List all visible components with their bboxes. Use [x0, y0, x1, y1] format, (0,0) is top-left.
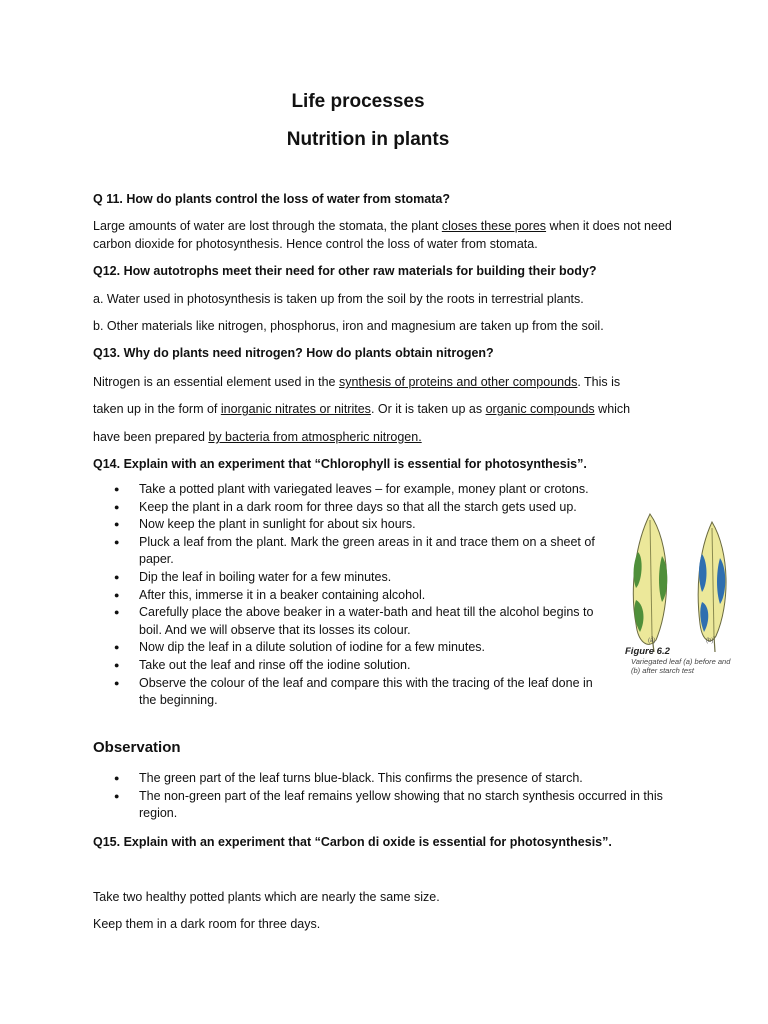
underlined-phrase: synthesis of proteins and other compounds: [338, 375, 578, 389]
figure-caption: Variegated leaf (a) before and (b) after starch test: [631, 657, 731, 675]
list-item: ● Now keep the plant in sunlight for about six hours.: [112, 516, 612, 534]
doc-subtitle: Nutrition in plants: [286, 129, 450, 150]
experiment-steps: [112, 481, 612, 710]
observation-list: [112, 770, 672, 823]
list-item: ● Dip the leaf in boiling water for a few minutes.: [112, 569, 612, 587]
question-15: Q15. Explain with an experiment that “Carbon di oxide is essential for photosynthesis”.: [93, 835, 612, 849]
question-11: Q 11. How do plants control the loss of water from stomata?: [93, 192, 450, 206]
list-item: ● Take out the leaf and rinse off the iodine solution.: [112, 657, 612, 675]
observation-heading: Observation: [93, 739, 181, 756]
list-item: ● Now dip the leaf in a dilute solution of iodine for a few minutes.: [112, 639, 612, 657]
underlined-phrase: by bacteria from atmospheric nitrogen.: [208, 430, 422, 444]
doc-title: Life processes: [291, 91, 425, 112]
list-item: ● Pluck a leaf from the plant. Mark the green areas in it and trace them on a sheet of paper.: [112, 534, 612, 569]
answer-13-line-2: taken up in the form of inorganic nitrates or nitrites. Or it is taken up as organic compounds which: [93, 402, 631, 416]
list-item: ● Keep the plant in a dark room for three days so that all the starch gets used up.: [112, 499, 612, 517]
figure-label-a: (a): [648, 638, 656, 644]
question-13: Q13. Why do plants need nitrogen? How do plants obtain nitrogen?: [93, 346, 494, 360]
figure-label-b: (b): [706, 638, 714, 644]
underlined-phrase: closes these pores: [441, 219, 547, 233]
answer-12-b: b. Other materials like nitrogen, phosphorus, iron and magnesium are taken up from the soil.: [93, 319, 604, 333]
leaf-a-image: [633, 514, 667, 652]
underlined-phrase: organic compounds: [485, 402, 595, 416]
list-item: ● Carefully place the above beaker in a water-bath and heat till the alcohol begins to boil. And we will observe that its losses its colour.: [112, 604, 612, 639]
answer-15-para-2: Keep them in a dark room for three days.: [93, 917, 321, 931]
question-14: Q14. Explain with an experiment that “Chlorophyll is essential for photosynthesis”.: [93, 457, 587, 471]
figure-title: Figure 6.2: [625, 646, 670, 657]
answer-11: Large amounts of water are lost through the stomata, the plant closes these pores when it does not need carbon dioxide for photosynthesis. Hence control the loss of water from stomata.: [93, 219, 672, 251]
answer-12-a: a. Water used in photosynthesis is taken up from the soil by the roots in terrestrial plants.: [93, 292, 584, 306]
question-12: Q12. How autotrophs meet their need for other raw materials for building their body?: [93, 264, 597, 278]
leaf-b-image: [698, 522, 726, 652]
answer-15-para-1: Take two healthy potted plants which are nearly the same size.: [93, 890, 440, 904]
answer-13-line-1: Nitrogen is an essential element used in the synthesis of proteins and other compounds. This is: [93, 375, 621, 389]
list-item: ● After this, immerse it in a beaker containing alcohol.: [112, 587, 612, 605]
answer-13-line-3: have been prepared by bacteria from atmospheric nitrogen.: [93, 430, 422, 444]
list-item: ● Take a potted plant with variegated leaves – for example, money plant or crotons.: [112, 481, 612, 499]
list-item: ● Observe the colour of the leaf and compare this with the tracing of the leaf done in the beginning.: [112, 675, 612, 710]
underlined-phrase: inorganic nitrates or nitrites: [220, 402, 371, 416]
list-item: ● The green part of the leaf turns blue-black. This confirms the presence of starch.: [112, 770, 672, 788]
list-item: ● The non-green part of the leaf remains yellow showing that no starch synthesis occurred in this region.: [112, 788, 672, 823]
